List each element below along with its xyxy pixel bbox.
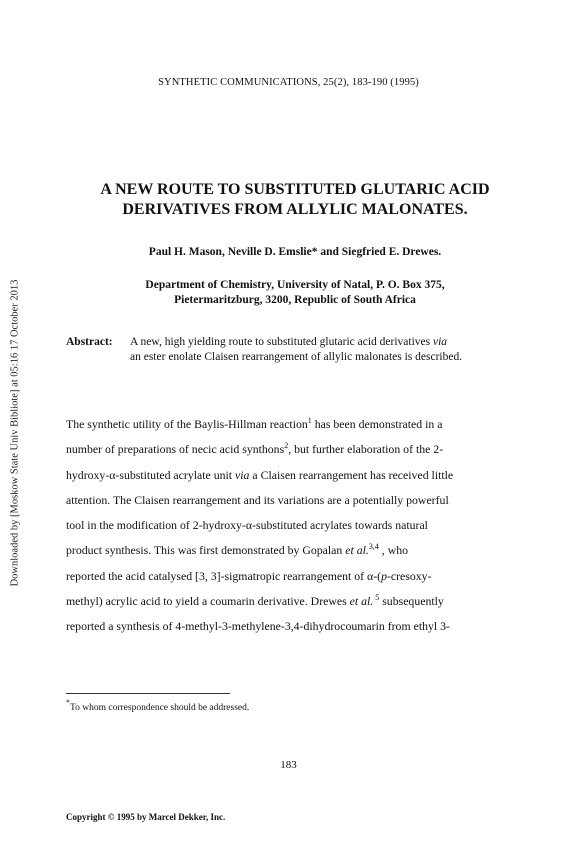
body-line-3 [66,463,524,488]
reference-mark: 5 [373,593,380,603]
body-text: subsequently [379,594,444,609]
italic-text: et al. [349,594,374,609]
download-watermark [6,238,24,628]
body-line-6 [66,538,524,563]
body-line-9: reported a synthesis of 4-methyl-3-methylene-3,4-dihydrocoumarin from ethyl 3- [66,619,450,634]
body-text: product synthesis. This was first demonstrated by Gopalan [66,543,346,558]
body-text: hydroxy-α-substituted acrylate unit [66,467,236,482]
journal-citation: SYNTHETIC COMMUNICATIONS, 25(2), 183-190 (1995) [158,77,419,88]
abstract-line-1-text: A new, high yielding route to substituted glutaric acid derivatives [130,336,433,348]
abstract-line-1 [130,335,520,350]
article-title [60,180,530,220]
body-line-2 [66,437,524,462]
affiliation-line-1: Department of Chemistry, University of Natal, P. O. Box 375, [145,279,445,291]
body-line-1 [66,412,524,437]
affiliation [60,278,530,308]
body-line-5: tool in the modification of 2-hydroxy-α-substituted acrylates towards natural [66,518,428,533]
reference-mark: 1 [307,416,312,425]
reference-mark: 3,4 [368,542,379,552]
body-text: reported the acid catalysed [3, 3]-sigmatropic rearrangement of α-( [66,568,382,583]
body-line-4: attention. The Claisen rearrangement and its variations are a potentially powerful [66,492,449,507]
body-text: , but further elaboration of the 2- [288,442,444,457]
title-line-1: A NEW ROUTE TO SUBSTITUTED GLUTARIC ACID [100,181,490,198]
body-text: , who [378,543,409,558]
title-line-2: DERIVATIVES FROM ALLYLIC MALONATES. [122,201,468,218]
body-line-7 [66,564,524,589]
page-number: 183 [280,759,297,771]
abstract-label: Abstract: [66,336,113,348]
copyright-notice: Copyright © 1995 by Marcel Dekker, Inc. [66,812,226,822]
body-text: a Claisen rearrangement has received little [249,467,454,482]
footnote-text: To whom correspondence should be addressed. [70,703,250,713]
download-watermark-text: Downloaded by [Moskow State Univ Bibliote] at 05:16 17 October 2013 [9,279,21,587]
italic-text: via [235,467,250,482]
body-text: has been demonstrated in a [311,417,443,431]
body-text: -cresoxy- [386,568,432,583]
italic-text: p [381,568,387,583]
body-text: The synthetic utility of the Baylis-Hillman reaction [66,417,308,431]
reference-mark: 2 [284,441,289,451]
abstract-line-1-italic: via [432,336,448,348]
body-line-8 [66,589,524,614]
footnote-mark: * [66,698,70,707]
author-list: Paul H. Mason, Neville D. Emslie* and Siegfried E. Drewes. [148,246,442,258]
body-text: number of preparations of necic acid synthons [66,442,285,457]
body-paragraph [66,412,524,640]
abstract-body [130,335,520,364]
footnote [66,698,250,713]
footnote-divider [66,693,230,694]
abstract-line-2: an ester enolate Claisen rearrangement of allylic malonates is described. [130,350,463,363]
italic-text: et al. [345,543,369,558]
affiliation-line-2: Pietermaritzburg, 3200, Republic of South Africa [174,294,416,306]
body-text: methyl) acrylic acid to yield a coumarin derivative. Drewes [66,594,350,609]
